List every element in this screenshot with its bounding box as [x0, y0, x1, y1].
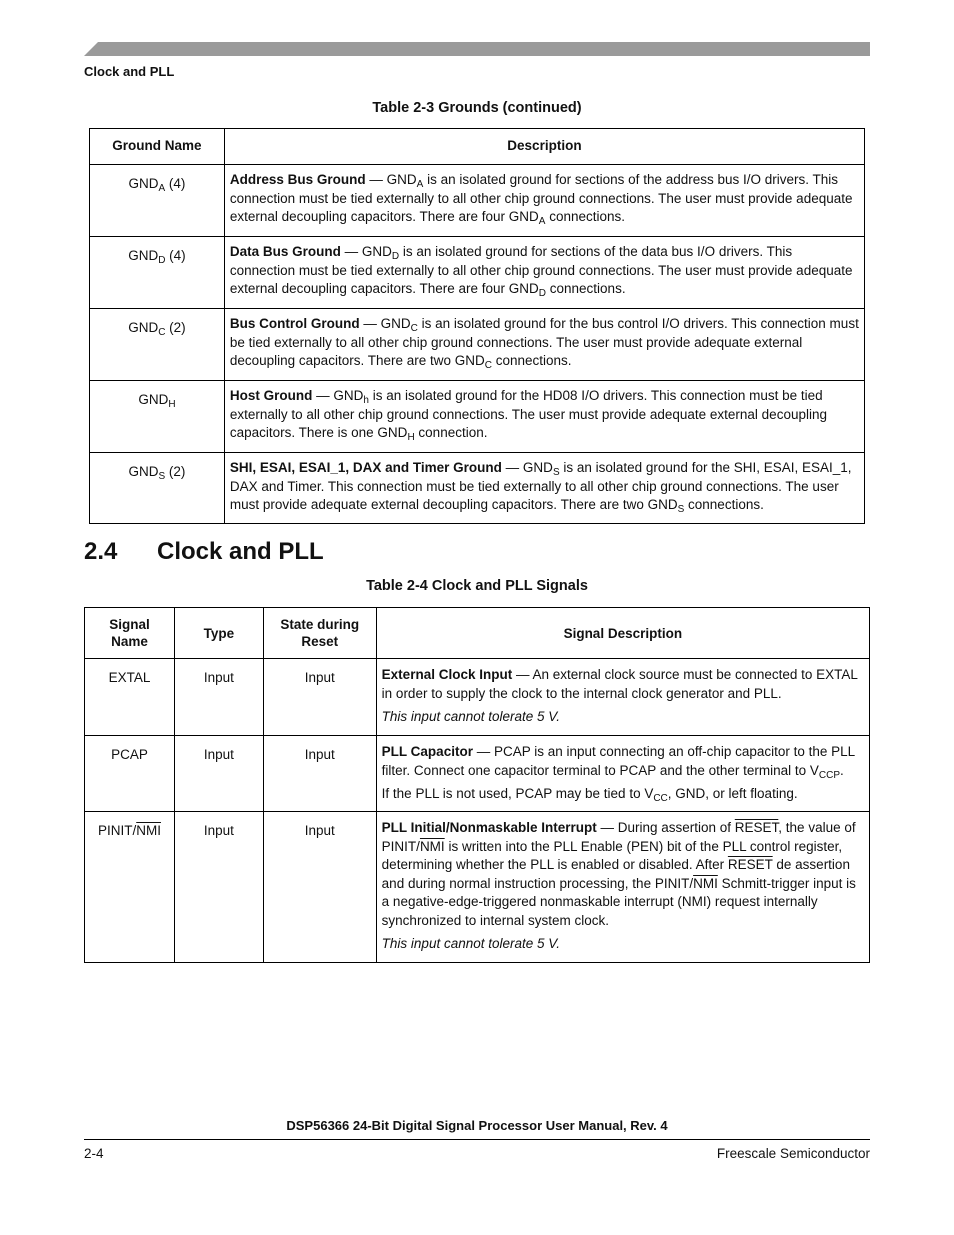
table-row — [90, 453, 865, 524]
signal-type-cell: Input — [174, 812, 263, 963]
ground-name-cell: $GND_S$ (2) — [90, 453, 225, 524]
table-row — [90, 381, 865, 453]
footer-manual-title: DSP56366 24-Bit Digital Signal Processor User Manual, Rev. 4 — [286, 1118, 668, 1133]
header-decorative-bar — [84, 42, 870, 56]
ground-name-cell: $GND_D$ (4) — [90, 237, 225, 309]
signal-reset-state-cell: Input — [263, 659, 376, 736]
signal-name-cell: PINIT/$\overline{NMI}$ — [85, 812, 175, 963]
table-row — [85, 812, 870, 963]
table-row — [90, 237, 865, 309]
column-header-state-during-reset: State during Reset — [263, 608, 376, 659]
column-header-signal-name: Signal Name — [85, 608, 175, 659]
table-row — [90, 165, 865, 237]
signal-reset-state-cell: Input — [263, 736, 376, 812]
signal-description-cell: External Clock Input — An external clock source must be connected to EXTAL in order to supply the clock to the internal clock generator and PLL. This input cannot tolerate 5 V. — [376, 659, 869, 736]
ground-name-cell: $GND_A$ (4) — [90, 165, 225, 237]
grounds-table — [89, 128, 865, 524]
ground-description-cell: SHI, ESAI, ESAI_1, DAX and Timer Ground — $GND_S$ is an isolated ground for the SHI, ESAI, ESAI_1, DAX and Timer. This connection must be tied externally to all other chip ground connections. The user must provide adequate external decoupling capacitors. There are two $GND_S$ connections. — [224, 453, 864, 524]
table-row — [85, 659, 870, 736]
section-title: Clock and PLL — [157, 538, 324, 565]
signal-description-cell: PLL Initial/Nonmaskable Interrupt — During assertion of RESET, the value of PINIT/$\overline{NMI}$ is written into the PLL Enable (PEN) bit of the PLL control register, determining whether the PLL is enabled or disabled. After RESET de assertion and during normal instruction processing, the PINIT/$\overline{NMI}$ Schmitt-trigger input is a negative-edge-triggered nonmaskable interrupt (NMI) request internally synchronized to internal system clock. This input cannot tolerate 5 V. — [376, 812, 869, 963]
footer-divider — [84, 1139, 870, 1140]
section-number: 2.4 — [84, 538, 118, 565]
clock-pll-signals-table — [84, 607, 870, 963]
signal-description-cell: PLL Capacitor — PCAP is an input connecting an off-chip capacitor to the PLL filter. Connect one capacitor terminal to PCAP and the other terminal to $V_{CCP}$. If the PLL is not used, PCAP may be tied to $V_{CC}$, GND, or left floating. — [376, 736, 869, 812]
signal-type-cell: Input — [174, 736, 263, 812]
ground-name-cell: $GND_H$ — [90, 381, 225, 453]
column-header-description: Description — [224, 129, 864, 165]
page-number: 2-4 — [84, 1146, 104, 1161]
table-header-row — [85, 608, 870, 659]
signal-name-cell: PCAP — [85, 736, 175, 812]
signal-reset-state-cell: Input — [263, 812, 376, 963]
ground-description-cell: Bus Control Ground — $GND_C$ is an isolated ground for the bus control I/O drivers. This connection must be tied externally to all other chip ground connections. The user must provide adequate external decoupling capacitors. There are two $GND_C$ connections. — [224, 309, 864, 381]
table-row — [85, 736, 870, 812]
table-2-4-caption: Table 2-4 Clock and PLL Signals — [366, 578, 588, 594]
ground-description-cell: Data Bus Ground — $GND_D$ is an isolated ground for sections of the data bus I/O drivers. This connection must be tied externally to all other chip ground connections. The user must provide adequate external decoupling capacitors. There are four $GND_D$ connections. — [224, 237, 864, 309]
ground-name-cell: $GND_C$ (2) — [90, 309, 225, 381]
signal-name-cell: EXTAL — [85, 659, 175, 736]
section-heading — [84, 538, 324, 566]
table-row — [90, 309, 865, 381]
ground-description-cell: Host Ground — $GND_h$ is an isolated ground for the HD08 I/O drivers. This connection must be tied externally to all other chip ground connections. The user must provide adequate external decoupling capacitors. There is one $GND_H$ connection. — [224, 381, 864, 453]
column-header-ground-name: Ground Name — [90, 129, 225, 165]
column-header-signal-description: Signal Description — [376, 608, 869, 659]
table-header-row — [90, 129, 865, 165]
table-2-3-caption: Table 2-3 Grounds (continued) — [372, 100, 582, 116]
footer-company: Freescale Semiconductor — [716, 1146, 870, 1161]
column-header-type: Type — [174, 608, 263, 659]
signal-type-cell: Input — [174, 659, 263, 736]
ground-description-cell: Address Bus Ground — $GND_A$ is an isolated ground for sections of the address bus I/O drivers. This connection must be tied externally to all other chip ground connections. The user must provide adequate external decoupling capacitors. There are four $GND_A$ connections. — [224, 165, 864, 237]
running-header-title: Clock and PLL — [84, 64, 175, 79]
